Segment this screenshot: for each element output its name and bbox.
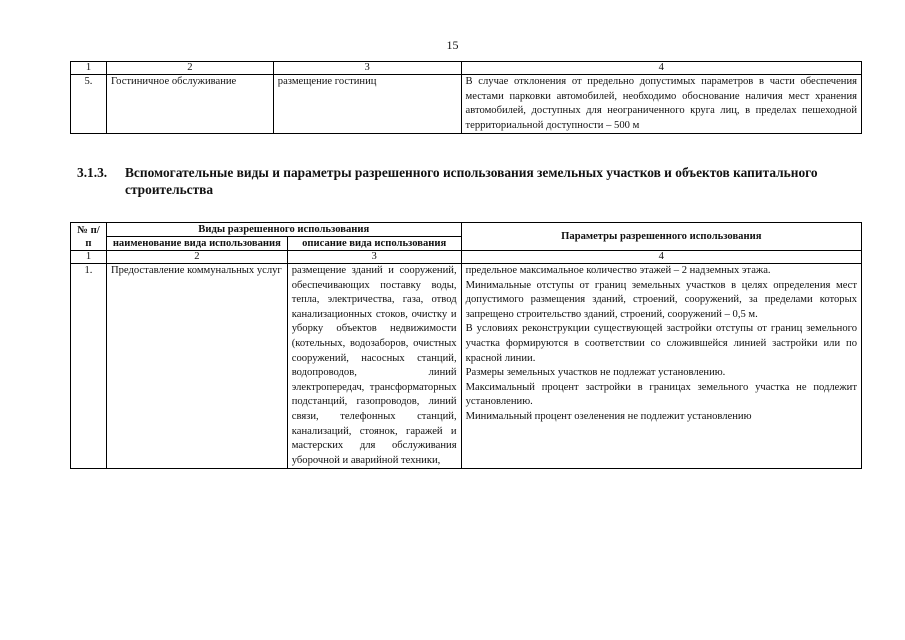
column-number: 3 bbox=[273, 62, 461, 75]
column-number: 1 bbox=[71, 62, 107, 75]
section-title: Вспомогательные виды и параметры разрешенного использования земельных участков и объектов капитального строительства bbox=[125, 165, 818, 197]
column-number: 2 bbox=[106, 62, 273, 75]
use-parameters: В случае отклонения от предельно допустимых параметров в части обеспечения местами парковки автомобилей, необходимо обоснование наличия мест хранения автомобилей, доступных для неограниченного круга лиц, в пределах пешеходной территориальной доступности – 500 м bbox=[461, 75, 861, 134]
page-number: 15 bbox=[446, 38, 459, 52]
header-types-group: Виды разрешенного использования bbox=[106, 223, 461, 237]
param-paragraph: Минимальные отступы от границ земельных участков в целях определения мест допустимого размещения зданий, строений, сооружений, за пределами которых запрещено строительство зданий, строений, сооружений – 0,5 м. bbox=[465, 279, 857, 320]
table-row bbox=[71, 75, 862, 134]
use-type-name: Гостиничное обслуживание bbox=[106, 75, 273, 134]
use-type-description: размещение зданий и сооружений, обеспечивающих поставку воды, тепла, электричества, газа, отвод канализационных стоков, очистку и уборку объектов недвижимости (котельных, водозаборов, очистных сооружений, насосных станций, водопроводов, линий электропередач, трансформаторных подстанций, газопроводов, линий связи, телефонных станций, канализаций, стоянок, гаражей и мастерских для обслуживания уборочной и аварийной техники, bbox=[287, 264, 461, 469]
table-previous-part bbox=[70, 61, 862, 134]
param-paragraph: Максимальный процент застройки в границах земельного участка не подлежит установлению. bbox=[465, 381, 857, 408]
table-row bbox=[71, 264, 862, 469]
use-parameters bbox=[461, 264, 861, 469]
param-paragraph: Минимальный процент озеленения не подлежит установлению bbox=[465, 410, 752, 422]
header-desc-col: описание вида использования bbox=[287, 237, 461, 251]
header-num: № п/п bbox=[71, 223, 107, 251]
header-params: Параметры разрешенного использования bbox=[461, 223, 861, 251]
table-header-row bbox=[71, 223, 862, 237]
table-column-numbers bbox=[71, 251, 862, 264]
table-auxiliary-uses bbox=[70, 222, 862, 469]
param-paragraph: Размеры земельных участков не подлежат установлению. bbox=[465, 367, 726, 379]
section-heading bbox=[77, 164, 857, 198]
column-number: 3 bbox=[287, 251, 461, 264]
row-number: 1. bbox=[71, 264, 107, 469]
column-number: 4 bbox=[461, 62, 861, 75]
column-number: 2 bbox=[106, 251, 287, 264]
header-name-col: наименование вида использования bbox=[106, 237, 287, 251]
column-number: 4 bbox=[461, 251, 861, 264]
column-number: 1 bbox=[71, 251, 107, 264]
use-type-description: размещение гостиниц bbox=[273, 75, 461, 134]
param-paragraph: предельное максимальное количество этажей – 2 надземных этажа. bbox=[465, 265, 771, 276]
table-column-numbers bbox=[71, 62, 862, 75]
section-number: 3.1.3. bbox=[77, 165, 108, 180]
param-paragraph: В условиях реконструкции существующей застройки отступы от границ земельного участка формируются в соответствии со сложившейся линией застройки или по красной линии. bbox=[465, 323, 857, 364]
use-type-name: Предоставление коммунальных услуг bbox=[106, 264, 287, 469]
row-number: 5. bbox=[71, 75, 107, 134]
